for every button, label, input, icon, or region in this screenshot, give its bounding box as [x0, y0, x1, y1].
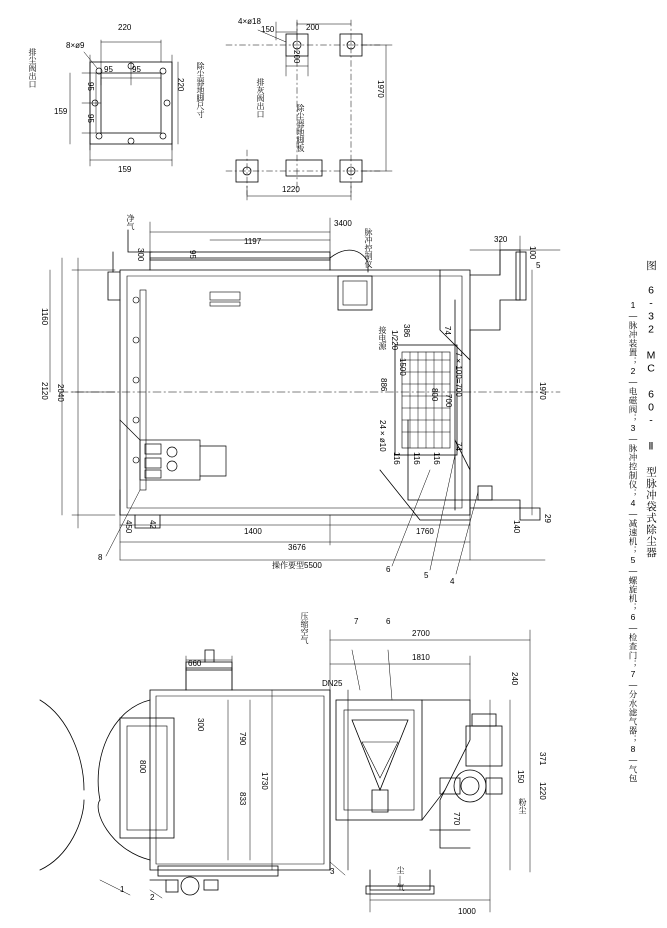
legend-num-7: 7: [354, 617, 359, 626]
label-74-a: 74: [443, 326, 452, 335]
label-dust-valve-outlet: 排尘阀出口: [28, 48, 37, 88]
label-compressed-air: 压缩空气: [300, 612, 309, 644]
label-foot-plate: 除尘器地脚板: [296, 104, 305, 152]
label-220v: 1/220: [390, 330, 399, 351]
label-150-bottom: 150: [516, 770, 525, 784]
legend-num-8: 8: [98, 553, 103, 562]
label-1970-plan: 1970: [376, 80, 385, 98]
label-dust: 粉尘: [518, 798, 527, 814]
label-1970-mid: 1970: [538, 382, 547, 400]
label-power-supply: 接电源: [378, 326, 387, 350]
label-220-top: 220: [118, 23, 132, 32]
label-1220-bottom: 1220: [538, 782, 547, 800]
label-700-mid: 700: [444, 394, 453, 408]
figure-caption-legend: 1—脉冲装置；2—电磁阀；3—脉冲控制仪；4—减速机；5—螺旋机；6—检查门；7—分水滤气器；8—气包: [628, 300, 638, 783]
label-300-mid: 300: [136, 248, 145, 262]
label-dust-collector-foot-size: 除尘器地脚尺寸: [196, 62, 205, 118]
legend-num-3: 3: [330, 867, 335, 876]
label-2700: 2700: [412, 629, 430, 638]
label-800-bottom: 800: [138, 760, 147, 774]
label-1500: 1500: [398, 358, 407, 376]
label-770: 770: [452, 812, 461, 826]
label-660: 660: [188, 659, 202, 668]
label-240: 240: [510, 672, 519, 686]
label-450: 450: [124, 520, 133, 534]
label-1160: 1160: [40, 308, 49, 326]
label-ash-valve-outlet: 排灰阀出口: [256, 78, 265, 118]
legend-num-6b: 6: [386, 617, 391, 626]
label-790: 790: [238, 732, 247, 746]
label-dn25: DN25: [322, 679, 343, 688]
legend-num-6: 6: [386, 565, 391, 574]
label-1197: 1197: [244, 237, 262, 246]
label-300-bottom: 300: [196, 718, 205, 732]
label-150: 150: [261, 25, 275, 34]
label-8x9: 8×ø9: [66, 41, 85, 50]
label-95-mid: 95: [188, 250, 197, 259]
label-24x10: 24×ø10: [378, 420, 387, 452]
legend-num-5: 5: [424, 571, 429, 580]
label-371: 371: [538, 752, 547, 766]
label-3676: 3676: [288, 543, 306, 552]
label-3400: 3400: [334, 219, 352, 228]
label-116-c: 116: [432, 452, 441, 465]
label-74-b: 74: [454, 442, 463, 451]
label-116-a: 116: [392, 452, 401, 465]
label-29: 29: [543, 514, 552, 523]
label-pulse-controller: 脉冲控制仪: [364, 228, 373, 268]
label-95-d: 95: [86, 114, 95, 123]
label-95-b: 95: [132, 65, 141, 74]
label-clean-air: 净气: [126, 214, 135, 230]
label-dust-laden-air: 尘 气: [396, 866, 405, 891]
label-159-bottom: 159: [118, 165, 132, 174]
label-100: 100: [528, 246, 537, 260]
label-1400: 1400: [244, 527, 262, 536]
label-95-a: 95: [104, 65, 113, 74]
label-1810: 1810: [412, 653, 430, 662]
label-95-c: 95: [86, 82, 95, 91]
label-886: 886: [379, 378, 388, 392]
label-116-b: 116: [412, 452, 421, 465]
label-operation-space: 操作要型5500: [272, 561, 322, 570]
label-2040: 2040: [56, 384, 65, 402]
label-1760: 1760: [416, 527, 434, 536]
label-42: 42: [148, 520, 157, 529]
label-833: 833: [238, 792, 247, 806]
figure-caption-title: 图 6-32 MC 60- Ⅱ 型脉冲袋式除尘器: [645, 260, 657, 559]
label-5-mid: 5: [536, 261, 541, 270]
label-320: 320: [494, 235, 508, 244]
legend-num-1: 1: [120, 885, 125, 894]
label-7x100: 7×100=700: [454, 352, 463, 397]
label-4x18: 4×ø18: [238, 17, 261, 26]
label-800-mid: 800: [430, 388, 439, 402]
label-200-side: 200: [292, 50, 301, 64]
label-220-right: 220: [176, 78, 185, 92]
label-200-top: 200: [306, 23, 320, 32]
label-140: 140: [512, 520, 521, 534]
label-1730: 1730: [260, 772, 269, 790]
legend-num-4: 4: [450, 577, 455, 586]
label-1000: 1000: [458, 907, 476, 916]
label-386: 386: [402, 324, 411, 338]
legend-num-2: 2: [150, 893, 155, 902]
label-1220: 1220: [282, 185, 300, 194]
label-159-left: 159: [54, 107, 68, 116]
label-2120: 2120: [40, 382, 49, 400]
